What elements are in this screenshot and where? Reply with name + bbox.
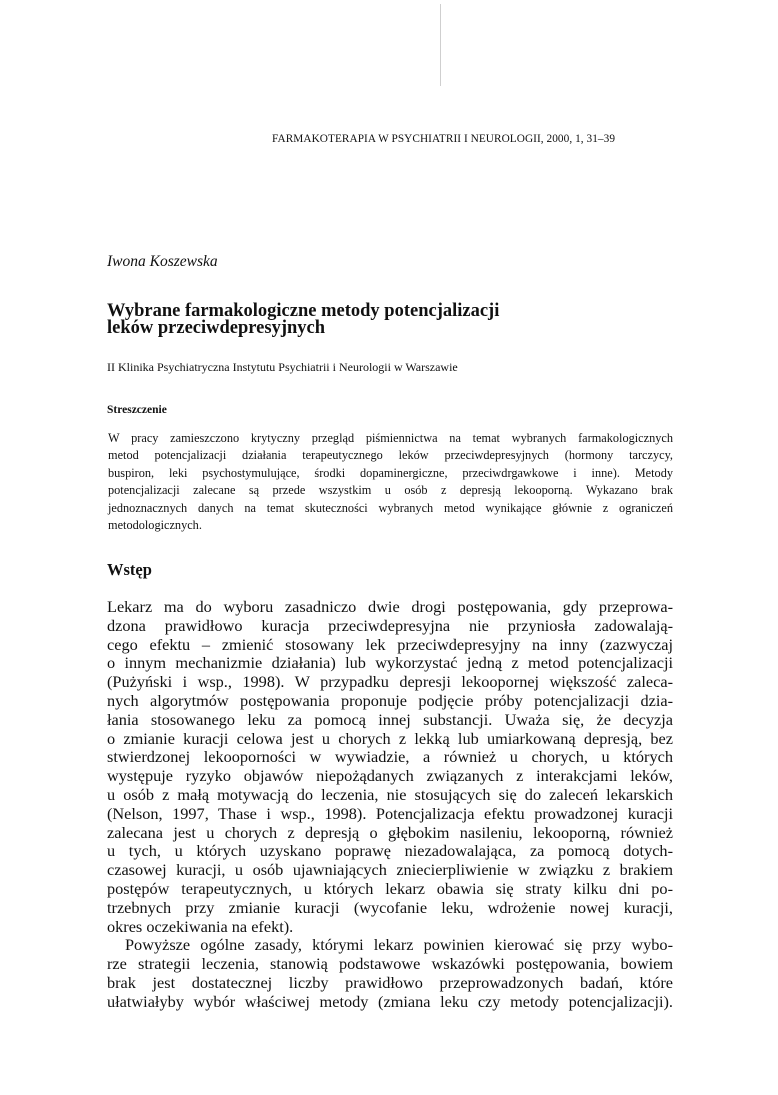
author-name: Iwona Koszewska [107,253,218,270]
title-line: leków przeciwdepresyjnych [107,318,326,338]
text-line: (Pużyński i wsp., 1998). W przypadku depresji lekoopornej większość zaleca- [107,672,673,692]
text-line: Lekarz ma do wyboru zasadniczo dwie drogi postępowania, gdy przeprowa- [107,597,673,616]
article-title [107,303,499,337]
text-line: W pracy zamieszczono krytyczny przegląd piśmiennictwa na temat wybranych farmakologicznych [108,431,673,445]
text-line: postępów terapeutycznych, u których lekarz obawia się straty kilku dni po- [107,878,673,898]
text-line: metodologicznych. [108,517,202,532]
section-body [107,598,673,1012]
journal-header: FARMAKOTERAPIA W PSYCHIATRII I NEUROLOGII, 2000, 1, 31–39 [272,133,616,145]
text-line: brak jest dostatecznej liczby prawidłowo przeprowadzonych badań, które [107,972,673,992]
text-line: okres oczekiwania na efekt). [107,916,294,936]
text-line: zalecana jest u chorych z depresją o głębokim nasileniu, lekooporną, również [107,822,673,842]
text-line: Powyższe ogólne zasady, którymi lekarz powinien kierować się przy wybo- [125,935,673,955]
text-line: metod potencjalizacji działania terapeutycznego leków przeciwdepresyjnych (hormony tarczycy, [108,448,673,463]
text-line: ułatwiałyby wybór właściwej metody (zmiana leku czy metody potencjalizacji). [107,991,673,1011]
text-line: trzebnych przy zmianie kuracji (wycofanie leku, wdrożenie nowej kuracji, [107,897,673,917]
text-line: rze strategii leczenia, stanowią podstawowe wskazówki postępowania, bowiem [107,954,673,974]
text-line: u osób z małą motywacją do leczenia, nie stosujących się do zaleceń lekarskich [107,784,673,804]
abstract-body [108,430,673,534]
text-line: stwierdzonej lekooporności w wywiadzie, a również u chorych, u których [107,747,673,767]
text-line: dzona prawidłowo kuracja przeciwdepresyjna nie przyniosła zadowalają- [107,615,673,635]
text-line: o zmianie kuracji celowa jest u chorych z lekką lub umiarkowaną depresją, bez [107,728,673,748]
affiliation: II Klinika Psychiatryczna Instytutu Psychiatrii i Neurologii w Warszawie [107,360,458,374]
title-line: Wybrane farmakologiczne metody potencjalizacji [107,301,500,321]
text-line: o innym mechanizmie działania) lub wykorzystać jedną z metod potencjalizacji [107,653,673,673]
scan-artifact-line [440,4,441,86]
text-line: cego efektu – zmienić stosowany lek przeciwdepresyjny na inny (zazwyczaj [107,634,673,654]
abstract-heading: Streszczenie [107,404,167,416]
text-line: łania stosowanego leku za pomocą innej substancji. Uważa się, że decyzja [107,709,673,729]
text-line: jednoznacznych danych na temat skuteczności wybranych metod wynikające głównie z ograniczeń [108,500,673,515]
section-heading: Wstęp [107,560,152,579]
text-line: nych algorytmów postępowania proponuje podjęcie próby potencjalizacji dzia- [107,690,673,710]
text-line: (Nelson, 1997, Thase i wsp., 1998). Potencjalizacja efektu prowadzonej kuracji [107,803,673,823]
text-line: potencjalizacji zalecane są przede wszystkim u osób z depresją lekooporną. Wykazano brak [108,483,673,498]
text-line: występuje ryzyko objawów niepożądanych związanych z interakcjami leków, [107,766,673,786]
text-line: czasowej kuracji, u osób ujawniających zniecierpliwienie w związku z brakiem [107,860,673,880]
text-line: u tych, u których uzyskano poprawę niezadowalająca, za pomocą dotych- [107,841,673,861]
text-line: buspiron, leki psychostymulujące, środki dopaminergiczne, przeciwdrgawkowe i inne). Metody [108,465,673,480]
